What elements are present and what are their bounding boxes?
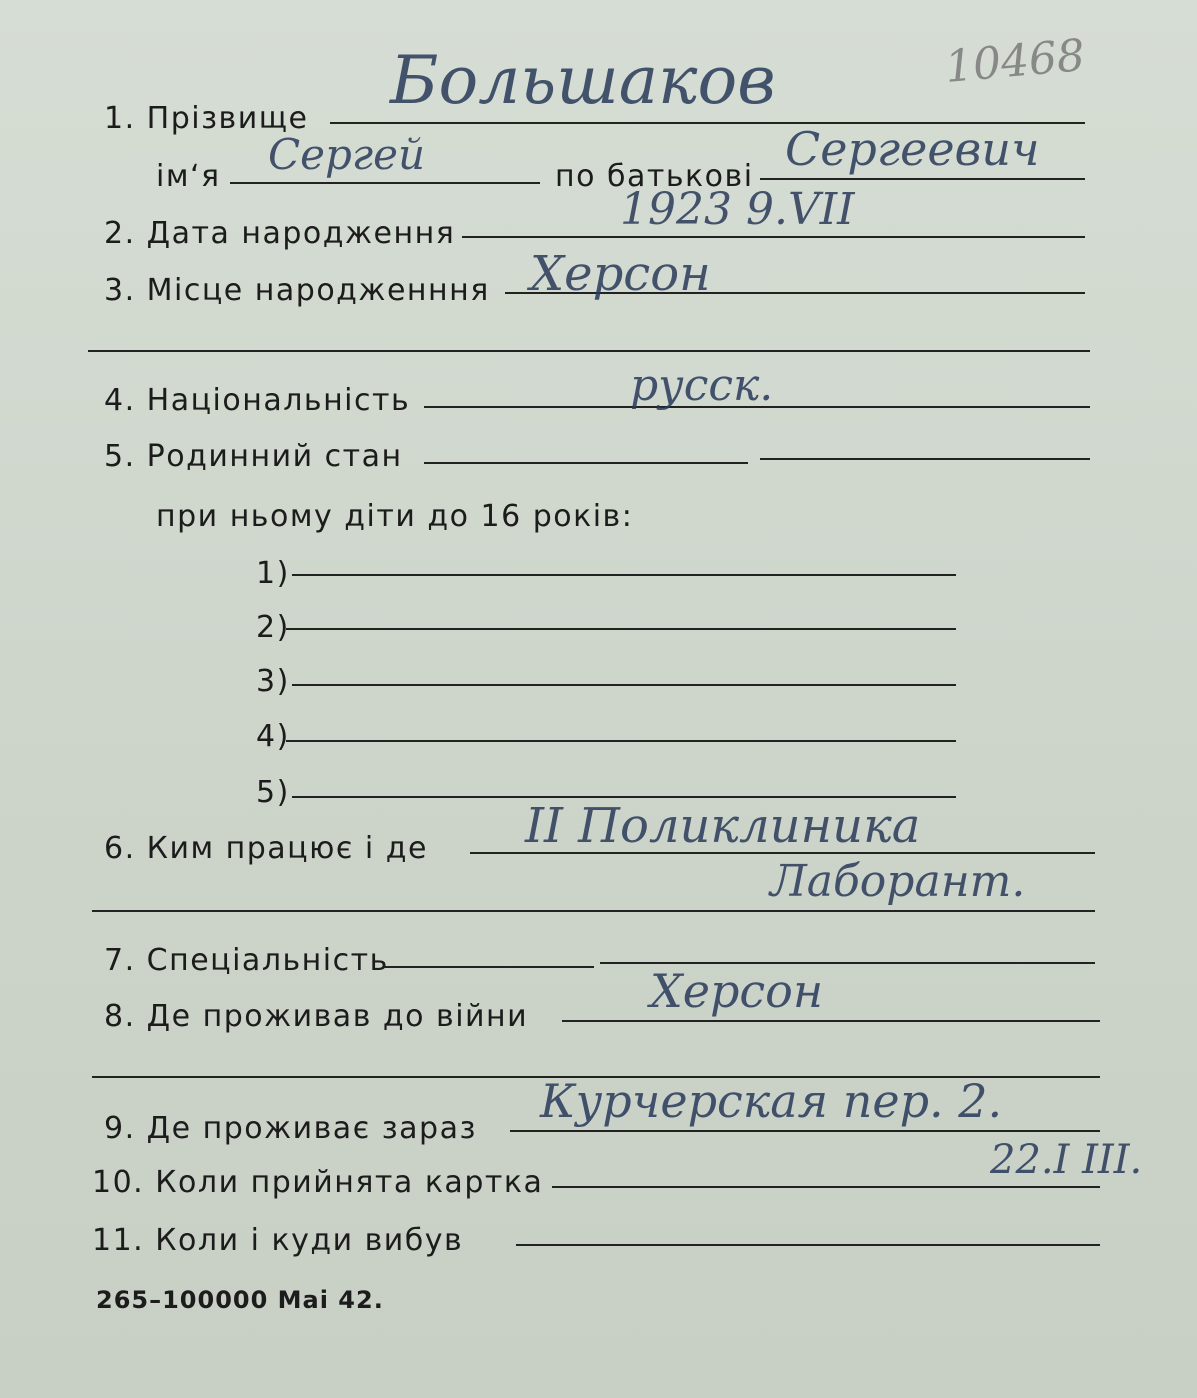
current-residence-value: Курчерская пер. 2. [540,1074,1003,1128]
child-1-line [292,574,956,576]
patronymic-line [760,178,1085,180]
child-5-label: 5) [256,775,290,810]
occupation-value-2: Лаборант. [770,856,1026,907]
patronymic-value: Сергеевич [785,122,1040,176]
specialty-label: 7. Спеціальність [104,943,389,978]
child-1-label: 1) [256,556,290,591]
card-accepted-value: 22.I ІІІ. [990,1137,1143,1183]
birth-date-value: 1923 9.VII [620,184,855,235]
occupation-line-2 [92,910,1095,912]
departure-label: 11. Коли і куди вибув [92,1223,464,1258]
child-4-line [286,740,956,742]
family-status-line-2 [760,458,1090,460]
patronymic-label: по батькові [555,159,754,194]
occupation-label: 6. Ким працює і де [104,831,428,866]
child-2-line [286,628,956,630]
child-3-label: 3) [256,664,290,699]
birth-date-line [462,236,1085,238]
occupation-value: II Поликлиника [525,798,921,854]
specialty-line-1 [384,966,594,968]
current-residence-label: 9. Де проживає зараз [104,1111,477,1146]
nationality-value: русск. [630,360,774,411]
card-accepted-line [552,1186,1100,1188]
birth-date-label: 2. Дата народження [104,216,456,251]
card-number: 10468 [943,29,1087,94]
birth-place-label: 3. Місце народженння [104,273,490,308]
prewar-residence-label: 8. Де проживав до війни [104,999,529,1034]
family-status-line-1 [424,462,748,464]
prewar-residence-line [562,1020,1100,1022]
birth-place-line-2 [88,350,1090,352]
child-2-label: 2) [256,610,290,645]
child-3-line [292,684,956,686]
first-name-line [230,182,540,184]
print-run-footer: 265–100000 Mai 42. [96,1286,384,1314]
nationality-label: 4. Національність [104,383,411,418]
current-residence-line [510,1130,1100,1132]
prewar-residence-value: Херсон [650,964,824,1018]
child-4-label: 4) [256,719,290,754]
departure-line [516,1244,1100,1246]
family-status-label: 5. Родинний стан [104,439,403,474]
surname-label: 1. Прізвище [104,101,309,136]
first-name-label: ім‘я [156,159,221,194]
card-accepted-label: 10. Коли прийнята картка [92,1165,544,1200]
birth-place-value: Херсон [530,246,711,302]
surname-value: Большаков [390,42,776,119]
children-label: при ньому діти до 16 років: [156,499,634,534]
first-name-value: Сергей [268,130,426,179]
